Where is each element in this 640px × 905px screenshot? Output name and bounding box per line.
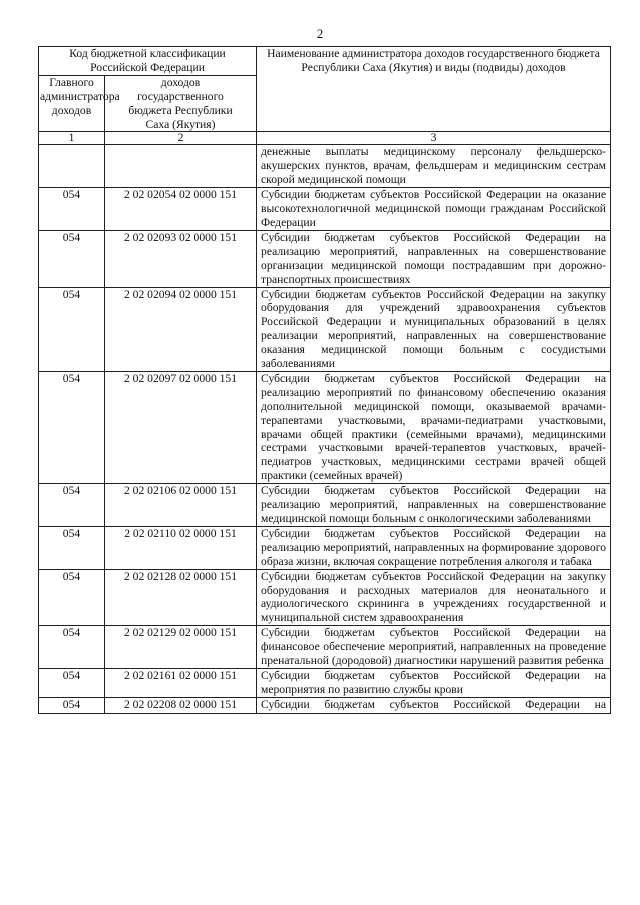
table-row [39,230,611,287]
continuation-row [39,145,611,188]
income-description: Субсидии бюджетам субъектов Российской Федерации на реализацию мероприятий, направленных на совершенствование медицинской помощи больным с онкологическими заболеваниями [257,484,611,527]
column-number-2: 2 [105,132,257,145]
income-code: 2 02 02094 02 0000 151 [105,287,257,371]
income-description: Субсидии бюджетам субъектов Российской Федерации на [257,697,611,713]
admin-code: 054 [39,287,105,371]
table-row [39,626,611,669]
income-description: Субсидии бюджетам субъектов Российской Федерации на реализацию мероприятий, направленных на совершенствование организации медицинской помощи пострадавшим при дорожно-транспортных происшествиях [257,230,611,287]
income-code: 2 02 02208 02 0000 151 [105,697,257,713]
table-row [39,697,611,713]
income-code: 2 02 02110 02 0000 151 [105,526,257,569]
table-row [39,526,611,569]
income-description: Субсидии бюджетам субъектов Российской Федерации на мероприятия по развитию службы крови [257,668,611,697]
column-number-3: 3 [257,132,611,145]
header-column-admin: Главного администратора доходов [39,75,105,132]
income-code: 2 02 02129 02 0000 151 [105,626,257,669]
income-description: Субсидии бюджетам субъектов Российской Федерации на закупку оборудования и расходных материалов для неонатального и аудиологического скрининга в учреждениях государственной и муниципальной систем здравоохранения [257,569,611,626]
admin-code: 054 [39,526,105,569]
income-code: 2 02 02128 02 0000 151 [105,569,257,626]
column-number-1: 1 [39,132,105,145]
continuation-admin-cell [39,145,105,188]
income-code: 2 02 02093 02 0000 151 [105,230,257,287]
table-row [39,668,611,697]
continuation-text: денежные выплаты медицинскому персоналу фельдшерско-акушерских пунктов, врачам, фельдшерам и медицинским сестрам скорой медицинской помощи [257,145,611,188]
table-row [39,188,611,231]
table-row [39,287,611,371]
header-column-income: доходов государственного бюджета Республики Саха (Якутия) [105,75,257,132]
income-code: 2 02 02054 02 0000 151 [105,188,257,231]
admin-code: 054 [39,371,105,483]
budget-classification-table [38,46,611,714]
admin-code: 054 [39,569,105,626]
page-number: 2 [316,26,324,41]
income-description: Субсидии бюджетам субъектов Российской Федерации на оказание высокотехнологичной медицинской помощи гражданам Российской Федерации [257,188,611,231]
table-row [39,569,611,626]
header-group-title: Код бюджетной классификации Российской Федерации [39,47,257,76]
income-description: Субсидии бюджетам субъектов Российской Федерации на закупку оборудования для учреждений здравоохранения субъектов Российской Федерации и муниципальных образований в целях реализации мероприятий, направленных на совершенствование оказания медицинской помощи больным с сосудистыми заболеваниями [257,287,611,371]
admin-code: 054 [39,230,105,287]
admin-code: 054 [39,668,105,697]
income-description: Субсидии бюджетам субъектов Российской Федерации на реализацию мероприятий, направленных на формирование здорового образа жизни, включая сокращение потребления алкоголя и табака [257,526,611,569]
income-description: Субсидии бюджетам субъектов Российской Федерации на финансовое обеспечение мероприятий, направленных на проведение пренатальной (дородовой) диагностики нарушений развития ребенка [257,626,611,669]
admin-code: 054 [39,626,105,669]
income-code: 2 02 02106 02 0000 151 [105,484,257,527]
admin-code: 054 [39,484,105,527]
table-row [39,484,611,527]
income-description: Субсидии бюджетам субъектов Российской Федерации на реализацию мероприятий по финансовому обеспечению оказания дополнительной медицинской помощи, оказываемой врачами-терапевтами участковыми, врачами-педиатрами участковыми, врачами общей практики (семейными врачами), медицинскими сестрами участковыми врачей-терапевтов участковых, врачей-педиатров участковых, медицинскими сестрами врачей общей практики (семейных врачей) [257,371,611,483]
header-column-name: Наименование администратора доходов государственного бюджета Республики Саха (Якутия) и виды (подвиды) доходов [257,47,611,132]
table-header-row [39,47,611,76]
income-code: 2 02 02097 02 0000 151 [105,371,257,483]
admin-code: 054 [39,697,105,713]
column-number-row [39,132,611,145]
continuation-code-cell [105,145,257,188]
income-code: 2 02 02161 02 0000 151 [105,668,257,697]
admin-code: 054 [39,188,105,231]
table-row [39,371,611,483]
